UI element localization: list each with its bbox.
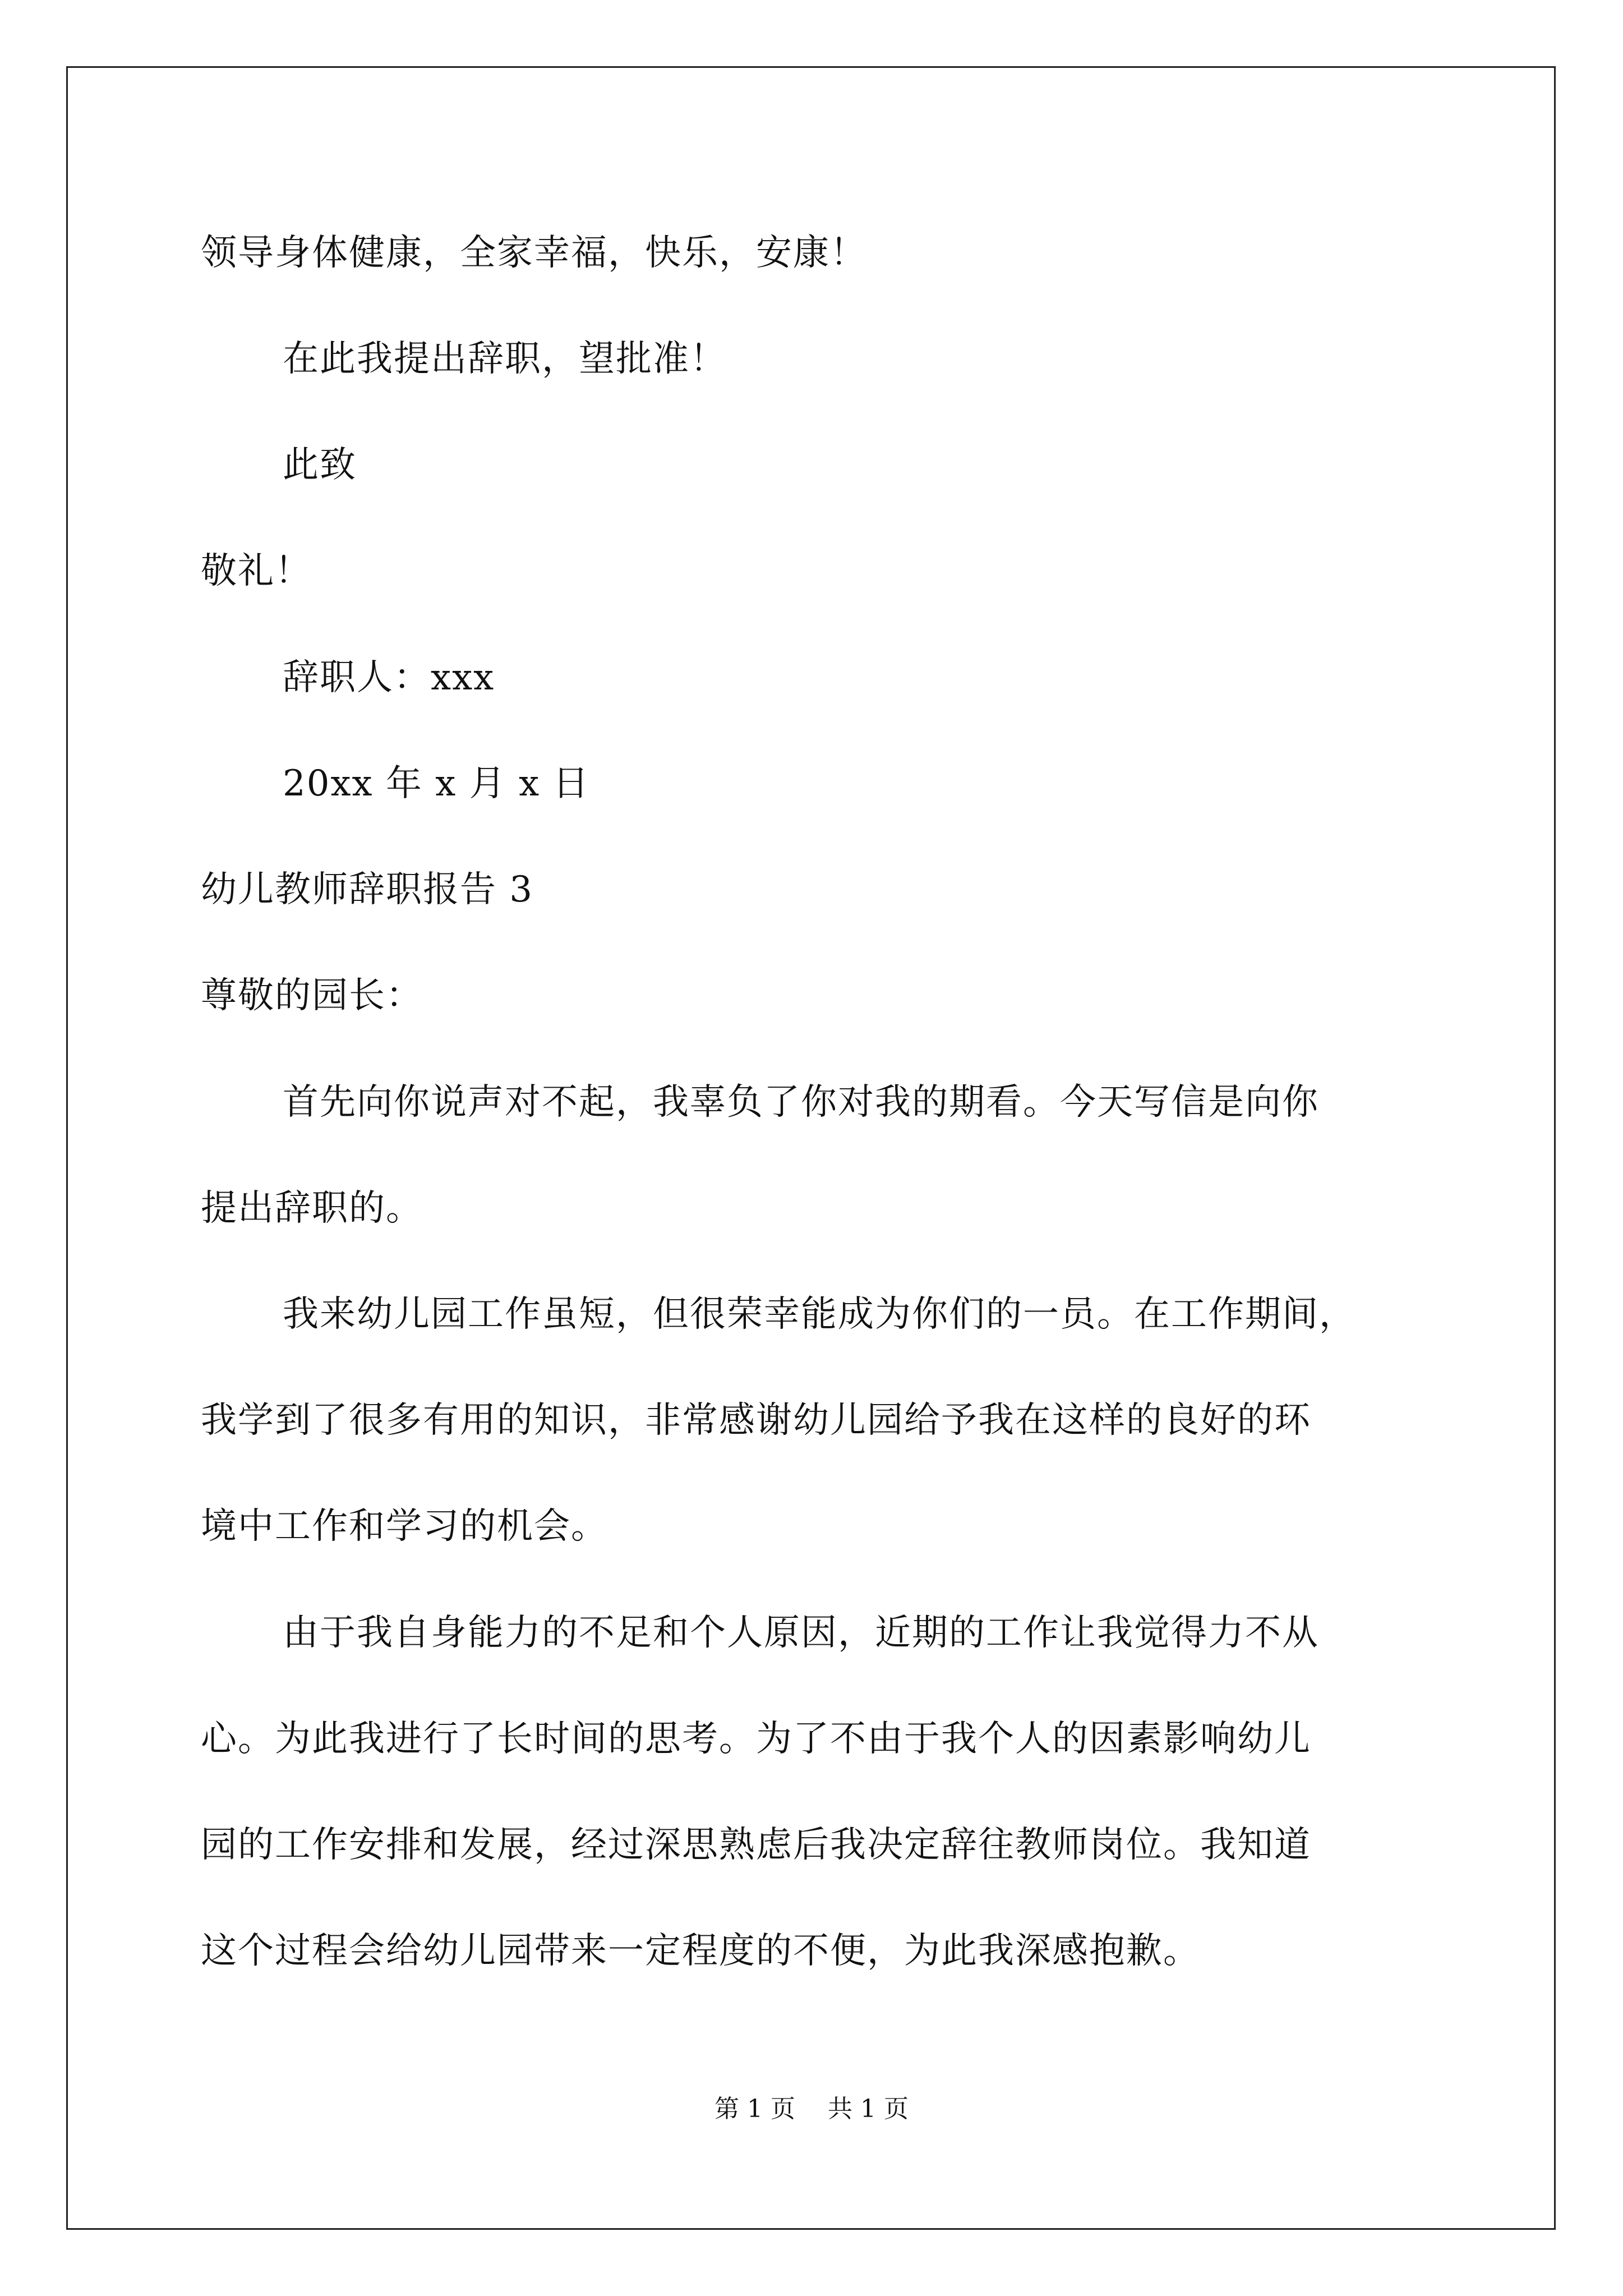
page-border bbox=[66, 66, 1556, 2230]
salutation-jingli: 敬礼！ bbox=[201, 550, 312, 592]
section-title: 幼儿教师辞职报告 3 bbox=[201, 869, 534, 910]
paragraph-1-line-1: 首先向你说声对不起，我辜负了你对我的期看。今天写信是向你 bbox=[283, 1082, 1319, 1123]
salutation-cizhi: 此致 bbox=[283, 444, 357, 486]
paragraph-2-line-2: 我学到了很多有用的知识，非常感谢幼儿园给予我在这样的良好的环 bbox=[201, 1400, 1311, 1441]
closing-wishes-line: 领导身体健康，全家幸福，快乐，安康！ bbox=[201, 232, 867, 274]
paragraph-3-line-3: 园的工作安排和发展，经过深思熟虑后我决定辞往教师岗位。我知道 bbox=[201, 1824, 1311, 1866]
paragraph-3-line-4: 这个过程会给幼儿园带来一定程度的不便，为此我深感抱歉。 bbox=[201, 1930, 1200, 1972]
paragraph-2-line-3: 境中工作和学习的机会。 bbox=[201, 1506, 608, 1547]
paragraph-2-line-1: 我来幼儿园工作虽短，但很荣幸能成为你们的一员。在工作期间， bbox=[283, 1294, 1356, 1335]
signer-line: 辞职人：xxx bbox=[283, 657, 495, 698]
paragraph-1-line-2: 提出辞职的。 bbox=[201, 1188, 423, 1229]
date-line: 20xx 年 x 月 x 日 bbox=[283, 763, 590, 804]
resignation-request-line: 在此我提出辞职，望批准！ bbox=[283, 338, 727, 380]
greeting-line: 尊敬的园长： bbox=[201, 975, 423, 1016]
paragraph-3-line-1: 由于我自身能力的不足和个人原因，近期的工作让我觉得力不从 bbox=[283, 1612, 1319, 1654]
paragraph-3-line-2: 心。为此我进行了长时间的思考。为了不由于我个人的因素影响幼儿 bbox=[201, 1718, 1311, 1760]
page-number-footer: 第 1 页 共 1 页 bbox=[714, 2095, 909, 2123]
